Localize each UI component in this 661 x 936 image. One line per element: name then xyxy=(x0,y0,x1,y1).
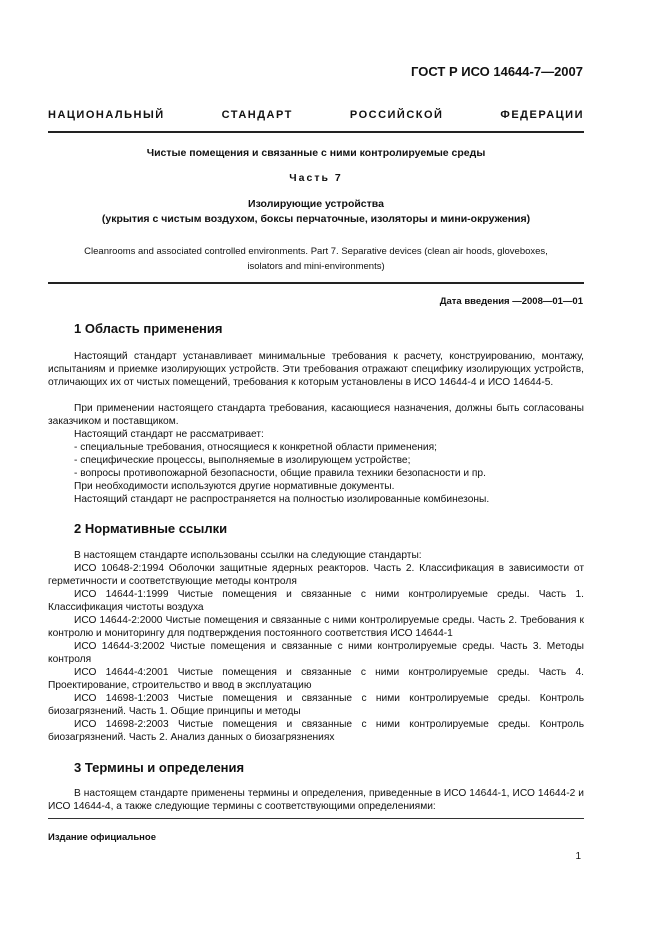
intro-date: Дата введения —2008—01—01 xyxy=(439,296,583,307)
reference-iso-14644-1: ИСО 14644-1:1999 Чистые помещения и связанные с ними контролируемые среды. Часть 1. Классификация чистоты воздуха xyxy=(48,589,584,613)
section3-heading: 3 Термины и определения xyxy=(74,760,245,775)
section1-heading: 1 Область применения xyxy=(74,321,223,336)
section1-paragraph3: Настоящий стандарт не рассматривает: xyxy=(74,429,264,440)
edition-label: Издание официальное xyxy=(48,832,156,843)
section1-list-item2: - специфические процессы, выполняемые в изолирующем устройстве; xyxy=(74,455,411,466)
reference-iso-14698-1: ИСО 14698-1:2003 Чистые помещения и связанные с ними контролируемые среды. Контроль биозагрязнений. Часть 1. Общие принципы и методы xyxy=(48,693,584,717)
title-part: Часть 7 xyxy=(289,172,343,184)
footer-rule xyxy=(48,818,584,819)
title-rule xyxy=(48,282,584,284)
section1-paragraph5: Настоящий стандарт не распространяется на полностью изолированные комбинезоны. xyxy=(74,494,490,505)
reference-iso-10648-2: ИСО 10648-2:1994 Оболочки защитные ядерных реакторов. Часть 2. Классификация в зависимости от герметичности и соответствующие методы контроля xyxy=(48,563,584,587)
title-sub1: Изолирующие устройства xyxy=(248,198,384,210)
document-code: ГОСТ Р ИСО 14644-7—2007 xyxy=(411,64,583,79)
section1-list-item1: - специальные требования, относящиеся к конкретной области применения; xyxy=(74,442,437,453)
section2-heading: 2 Нормативные ссылки xyxy=(74,521,228,536)
section2-intro: В настоящем стандарте использованы ссылки на следующие стандарты: xyxy=(74,550,422,561)
title-english-line1: Cleanrooms and associated controlled environments. Part 7. Separative devices (clean air hoods, gloveboxes, xyxy=(84,246,548,257)
national-standard-banner: НАЦИОНАЛЬНЫЙ СТАНДАРТ РОССИЙСКОЙ ФЕДЕРАЦИИ xyxy=(48,109,584,121)
section1-paragraph4: При необходимости используются другие нормативные документы. xyxy=(74,481,395,492)
reference-iso-14698-2: ИСО 14698-2:2003 Чистые помещения и связанные с ними контролируемые среды. Контроль биозагрязнений. Часть 2. Анализ данных о биозагрязнениях xyxy=(48,719,584,743)
title-english-line2: isolators and mini-environments) xyxy=(247,261,385,272)
section1-paragraph1: Настоящий стандарт устанавливает минимальные требования к расчету, конструированию, монтажу, испытаниям и приемке изолирующих устройств. Эти требования отражают специфику изолирующих устройств, отличающих их от чистых помещений, требования к которым установлены в ИСО 14644-4 и ИСО 14644-5. xyxy=(48,351,584,388)
header-rule xyxy=(48,131,584,133)
reference-iso-14644-2: ИСО 14644-2:2000 Чистые помещения и связанные с ними контролируемые среды. Часть 2. Требования к контролю и мониторингу для подтверждения постоянного соответствия ИСО 14644-1 xyxy=(48,615,584,639)
section1-paragraph2: При применении настоящего стандарта требования, касающиеся назначения, должны быть согласованы заказчиком и поставщиком. xyxy=(48,403,584,427)
section3-paragraph1: В настоящем стандарте применены термины и определения, приведенные в ИСО 14644-1, ИСО 14644-2 и ИСО 14644-4, а также следующие термины с соответствующими определениями: xyxy=(48,788,584,812)
title-main: Чистые помещения и связанные с ними контролируемые среды xyxy=(146,147,486,159)
page-number: 1 xyxy=(575,851,581,862)
title-english xyxy=(48,244,584,274)
reference-iso-14644-3: ИСО 14644-3:2002 Чистые помещения и связанные с ними контролируемые среды. Часть 3. Методы контроля xyxy=(48,641,584,665)
section1-list-item3: - вопросы противопожарной безопасности, общие правила техники безопасности и пр. xyxy=(74,468,486,479)
reference-iso-14644-4: ИСО 14644-4:2001 Чистые помещения и связанные с ними контролируемые среды. Часть 4. Проектирование, строительство и ввод в эксплуатацию xyxy=(48,667,584,691)
title-sub2: (укрытия с чистым воздухом, боксы перчаточные, изоляторы и мини-окружения) xyxy=(101,213,531,225)
